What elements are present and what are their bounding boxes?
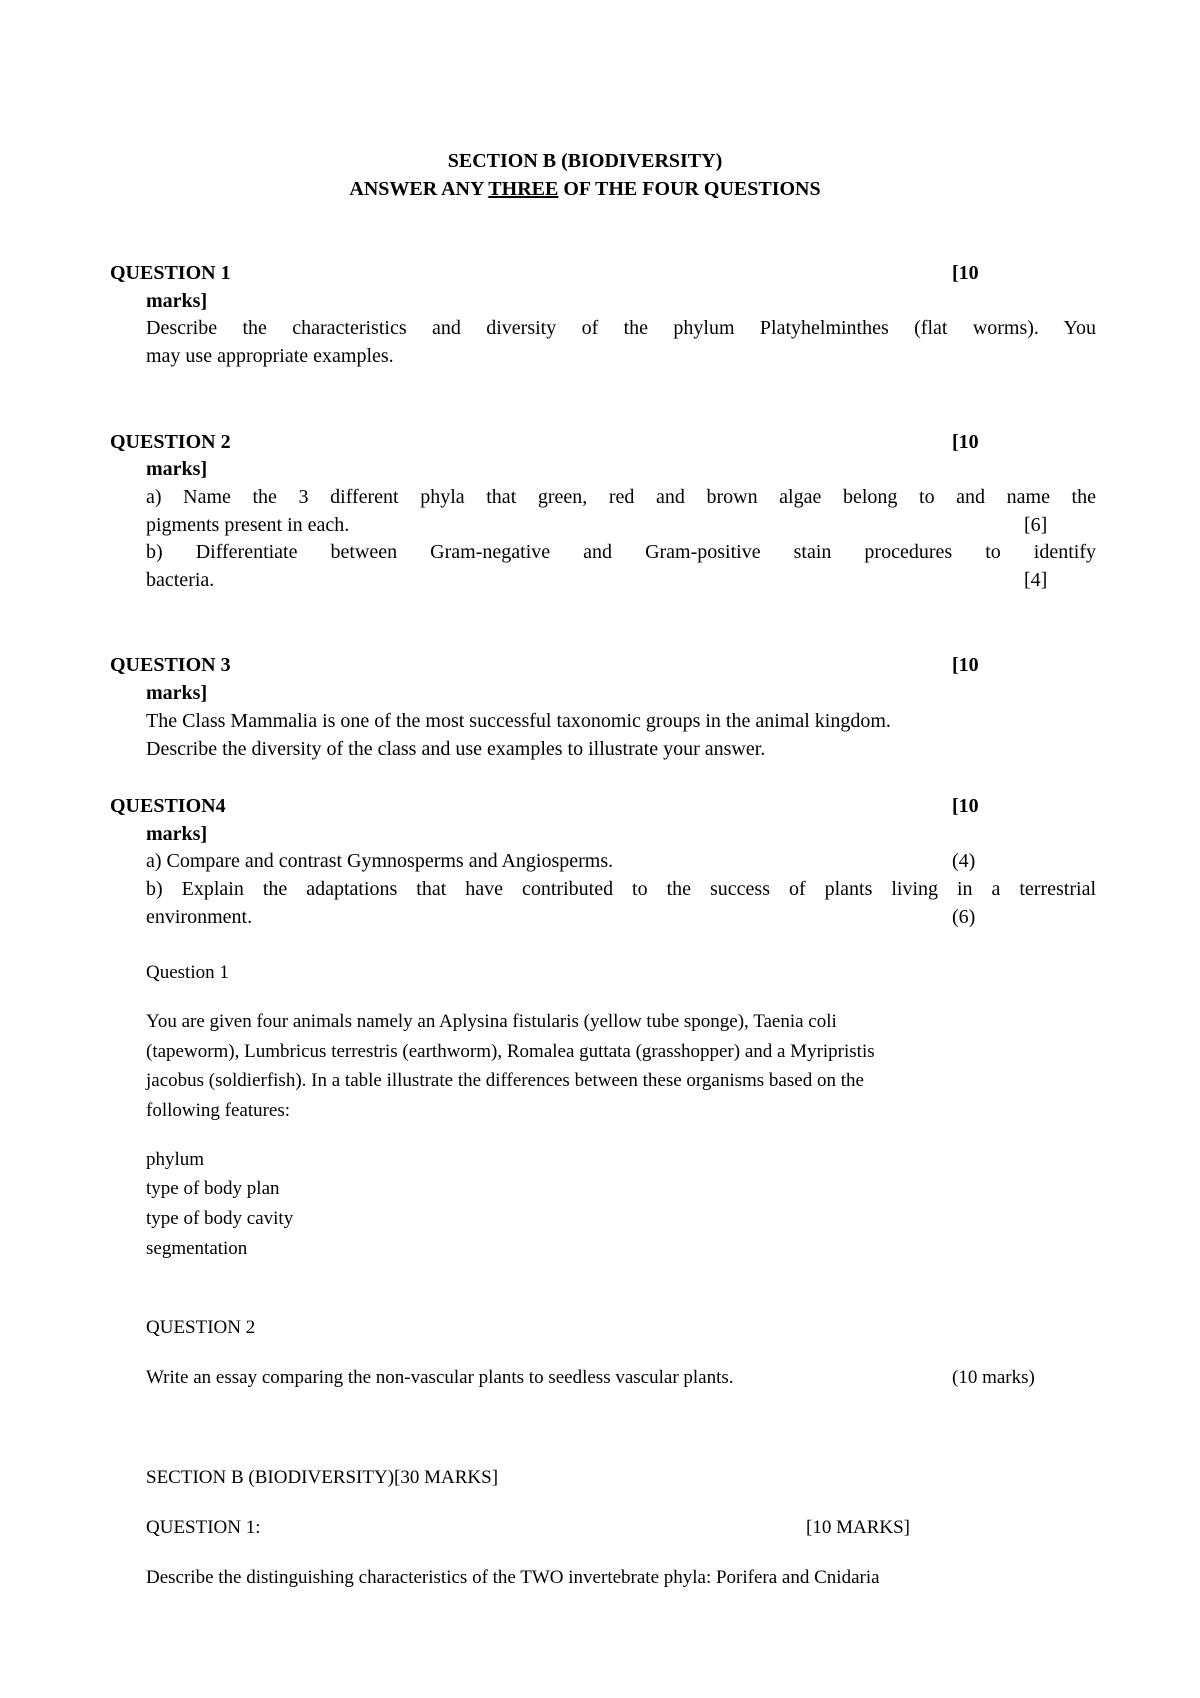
q1-text-line1: Describe the characteristics and diversity of the phylum Platyhelminthes (flat worms). You (146, 317, 1096, 339)
q3-marks-cont: marks] (146, 682, 208, 704)
feature-item: segmentation (146, 1238, 248, 1259)
p2-q1-line2: (tapeworm), Lumbricus terrestris (earthworm), Romalea guttata (grasshopper) and a Myripristis (146, 1041, 875, 1062)
instruction-suffix: OF THE FOUR QUESTIONS (558, 178, 821, 200)
q2-marks: [10 (952, 431, 979, 453)
q1-label: QUESTION 1 (110, 262, 231, 284)
q4-label: QUESTION4 (110, 795, 226, 817)
q2b-marks: [4] (1024, 569, 1048, 591)
q4a-marks: (4) (952, 850, 976, 872)
q2-marks-cont: marks] (146, 458, 208, 480)
q3-text-line1: The Class Mammalia is one of the most successful taxonomic groups in the animal kingdom. (146, 710, 891, 732)
p2-q1-line1: You are given four animals namely an Aplysina fistularis (yellow tube sponge), Taenia coli (146, 1011, 837, 1032)
feature-item: type of body cavity (146, 1208, 294, 1229)
q2b-line2: bacteria. (146, 569, 215, 591)
p2-q1-line3: jacobus (soldierfish). In a table illustrate the differences between these organisms based on the (146, 1070, 864, 1091)
p3-q1-text: Describe the distinguishing characteristics of the TWO invertebrate phyla: Porifera and Cnidaria (146, 1567, 880, 1588)
q3-marks: [10 (952, 654, 979, 676)
p3-q1-label: QUESTION 1: (146, 1517, 261, 1538)
q4-marks: [10 (952, 795, 979, 817)
q2a-line2: pigments present in each. (146, 514, 350, 536)
section-instruction (0, 175, 1170, 203)
q2a-line1: a) Name the 3 different phyla that green, red and brown algae belong to and name the (146, 486, 1096, 508)
p2-q2-text: Write an essay comparing the non-vascular plants to seedless vascular plants. (146, 1367, 734, 1388)
instruction-emphasis: THREE (488, 178, 559, 200)
p2-q1-label: Question 1 (146, 962, 229, 983)
q3-text-line2: Describe the diversity of the class and use examples to illustrate your answer. (146, 738, 766, 760)
q4-marks-cont: marks] (146, 823, 208, 845)
q4b-marks: (6) (952, 906, 976, 928)
feature-item: type of body plan (146, 1178, 280, 1199)
section-title: SECTION B (BIODIVERSITY) (447, 150, 723, 172)
q1-text-line2: may use appropriate examples. (146, 345, 394, 367)
q4b-line1: b) Explain the adaptations that have contributed to the success of plants living in a terrestrial (146, 878, 1096, 900)
p2-q2-marks: (10 marks) (952, 1367, 1035, 1388)
instruction-prefix: ANSWER ANY (349, 178, 489, 200)
q1-marks: [10 (952, 262, 979, 284)
q1-marks-cont: marks] (146, 290, 208, 312)
q2-label: QUESTION 2 (110, 431, 231, 453)
q2a-marks: [6] (1024, 514, 1048, 536)
q4a-line: a) Compare and contrast Gymnosperms and Angiosperms. (146, 850, 614, 872)
q3-label: QUESTION 3 (110, 654, 231, 676)
p2-q1-line4: following features: (146, 1100, 291, 1121)
q2b-line1: b) Differentiate between Gram-negative and Gram-positive stain procedures to identify (146, 541, 1096, 563)
p3-title: SECTION B (BIODIVERSITY)[30 MARKS] (146, 1467, 499, 1488)
p2-q2-label: QUESTION 2 (146, 1317, 256, 1338)
feature-item: phylum (146, 1149, 205, 1170)
p3-q1-marks: [10 MARKS] (806, 1517, 910, 1538)
q4b-line2: environment. (146, 906, 253, 928)
